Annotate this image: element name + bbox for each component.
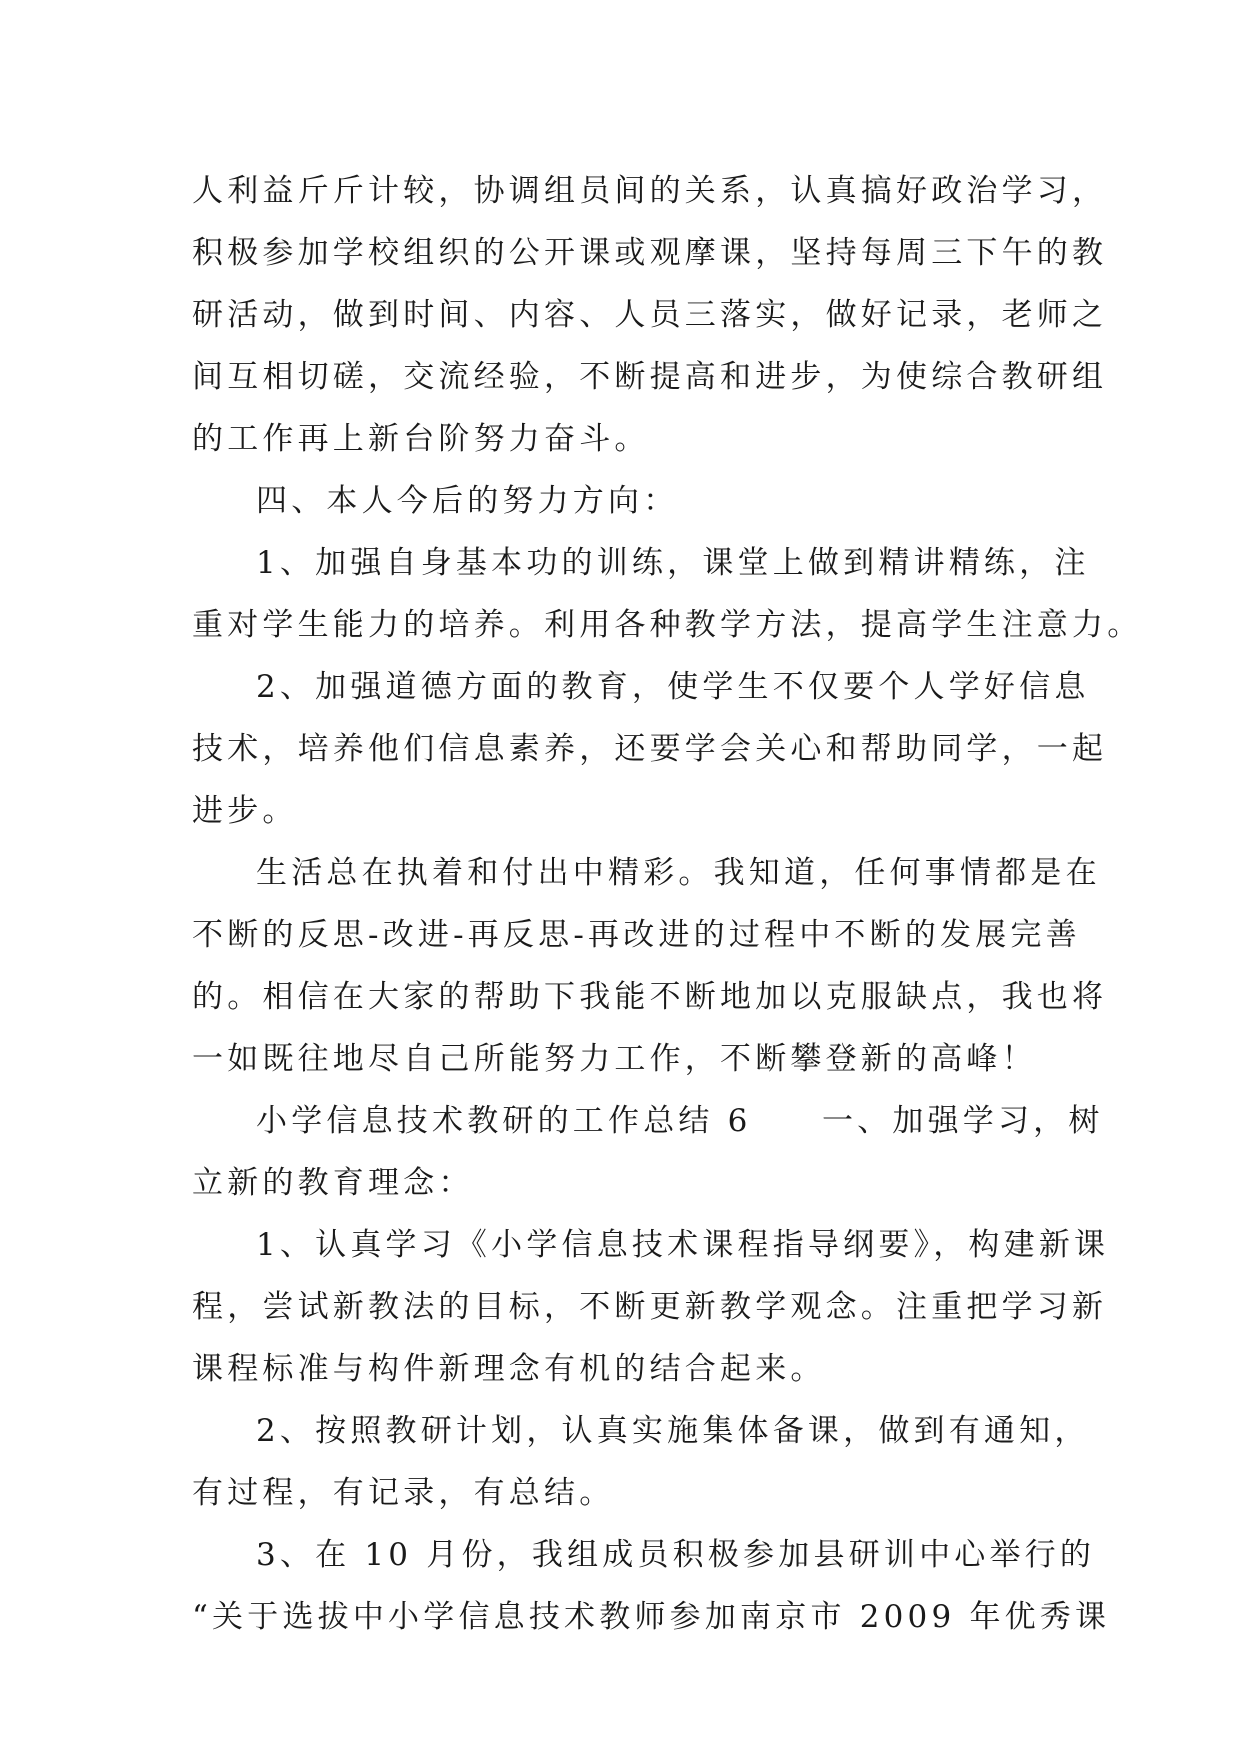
text-line: 一如既往地尽自己所能努力工作，不断攀登新的高峰！	[192, 1041, 1037, 1077]
text-line: “关于选拔中小学信息技术教师参加南京市 2009 年优秀课	[192, 1599, 1111, 1635]
text-line: 1、加强自身基本功的训练，课堂上做到精讲精练，注	[256, 545, 1090, 581]
text-line: 的。相信在大家的帮助下我能不断地加以克服缺点，我也将	[192, 979, 1108, 1015]
text-line: 技术，培养他们信息素养，还要学会关心和帮助同学，一起	[192, 731, 1108, 767]
text-line: 2、按照教研计划，认真实施集体备课，做到有通知，	[256, 1413, 1090, 1449]
text-line: 间互相切磋，交流经验，不断提高和进步，为使综合教研组	[192, 359, 1108, 395]
text-line: 积极参加学校组织的公开课或观摩课，坚持每周三下午的教	[192, 235, 1108, 271]
text-line: 人利益斤斤计较，协调组员间的关系，认真搞好政治学习，	[192, 173, 1108, 209]
text-line: 有过程，有记录，有总结。	[192, 1475, 615, 1511]
text-line: 研活动，做到时间、内容、人员三落实，做好记录，老师之	[192, 297, 1108, 333]
text-line: 进步。	[192, 793, 298, 829]
text-line: 生活总在执着和付出中精彩。我知道，任何事情都是在	[256, 855, 1101, 891]
section-heading: 小学信息技术教研的工作总结 6 一、加强学习，树	[256, 1103, 1104, 1139]
document-body	[192, 160, 1143, 1648]
text-line: 的工作再上新台阶努力奋斗。	[192, 421, 650, 457]
text-line: 立新的教育理念：	[192, 1165, 474, 1201]
text-line: 不断的反思-改进-再反思-再改进的过程中不断的发展完善	[192, 917, 1081, 953]
text-line: 程，尝试新教法的目标，不断更新教学观念。注重把学习新	[192, 1289, 1108, 1325]
text-line: 1、认真学习《小学信息技术课程指导纲要》，构建新课	[256, 1227, 1110, 1263]
text-line: 2、加强道德方面的教育，使学生不仅要个人学好信息	[256, 669, 1090, 705]
text-line: 重对学生能力的培养。利用各种教学方法，提高学生注意力。	[192, 607, 1143, 643]
text-line: 课程标准与构件新理念有机的结合起来。	[192, 1351, 826, 1387]
text-line: 3、在 10 月份，我组成员积极参加县研训中心举行的	[256, 1537, 1096, 1573]
section-heading: 四、本人今后的努力方向：	[256, 483, 679, 519]
